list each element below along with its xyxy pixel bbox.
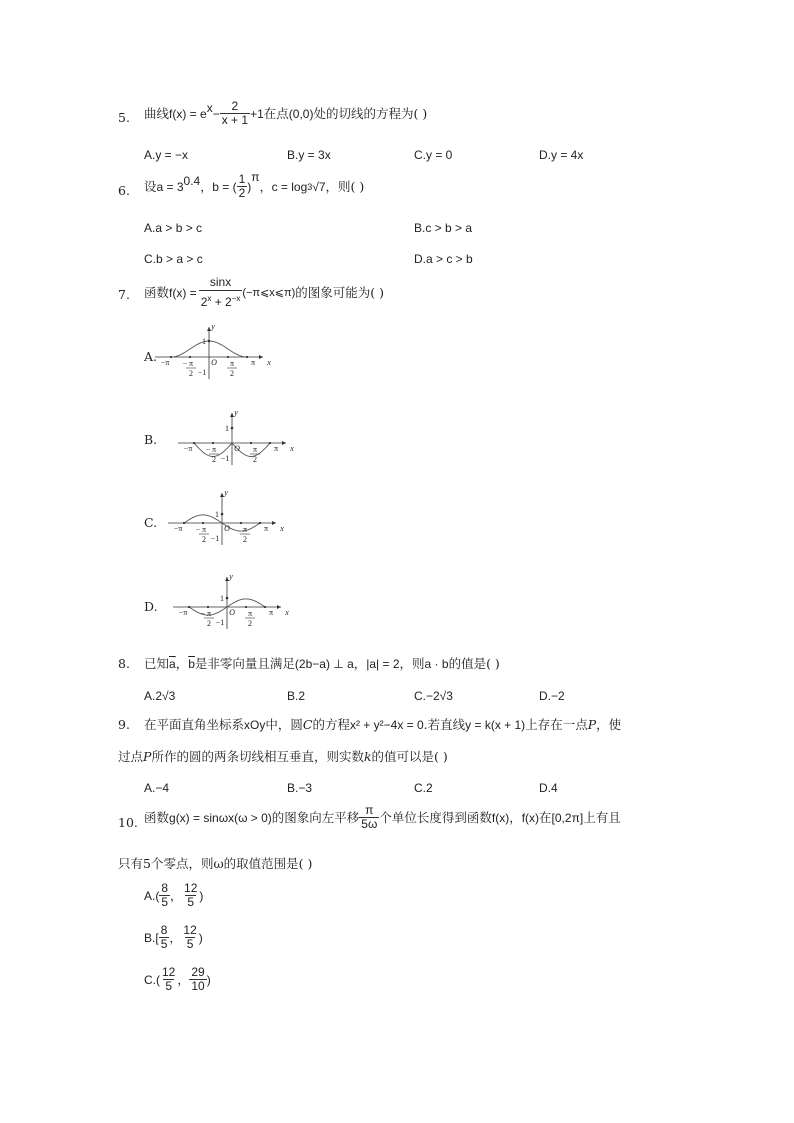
q5-option-a[interactable]: A.y = −x — [144, 148, 189, 162]
label-pi: π — [250, 358, 256, 367]
q8-vec-a: $\overline{a}$ — [169, 657, 176, 671]
q8-text2: ， — [353, 656, 367, 671]
q10-b-frac2 — [181, 924, 198, 951]
q9-number: 9. — [118, 717, 130, 732]
q10-a-label: A. — [144, 888, 156, 903]
label-origin: O — [234, 444, 240, 453]
q10-a-close: ) — [199, 888, 204, 903]
label-neg-half-num: π — [211, 445, 217, 454]
label-neg-one: −1 — [197, 368, 207, 377]
label-neg-half-num: π — [206, 609, 212, 618]
q6-number: 6. — [118, 183, 130, 198]
q7-stem — [144, 275, 384, 310]
q8-pre: 已知 — [144, 656, 170, 671]
q9-option-d[interactable]: D.4 — [539, 781, 558, 795]
label-origin: O — [211, 358, 217, 367]
q5-minus: − — [212, 106, 220, 121]
q10-c-frac1 — [160, 966, 177, 993]
q10-b-close: ) — [198, 930, 203, 945]
tick-dot — [207, 606, 209, 608]
q5-fraction — [220, 100, 250, 127]
label-origin: O — [224, 524, 230, 533]
q5-point: (0,0) — [288, 106, 314, 121]
q6-b-den: 2 — [238, 186, 246, 200]
x-axis-arrow — [277, 605, 281, 609]
q9-P2: P — [143, 749, 152, 764]
label-half-num: π — [242, 525, 248, 534]
q9-option-a[interactable]: A.−4 — [144, 781, 170, 795]
q7-fx: f(x) = — [169, 285, 197, 300]
q6-a-val: a = 3 — [156, 179, 184, 194]
q10-c-label: C. — [144, 972, 156, 987]
label-pi: π — [263, 524, 269, 533]
x-axis-arrow — [272, 521, 276, 525]
q8-option-d[interactable]: D.−2 — [539, 689, 565, 703]
q10-c-d1: 5 — [165, 979, 173, 993]
q6-option-b[interactable]: B.c > b > a — [414, 221, 473, 235]
q7-den-sup2: −x — [231, 294, 241, 303]
q9-C: C — [302, 717, 313, 732]
q8-expr: (2b−a) ⊥ a — [294, 657, 354, 671]
tick-dot — [212, 442, 214, 444]
q10-c-n1: 12 — [162, 965, 176, 979]
q7-den-base1: 2 — [200, 295, 208, 309]
q7-graph-a[interactable] — [150, 320, 310, 380]
q10-fx: f(x) — [491, 810, 510, 825]
q5-stem — [144, 100, 427, 127]
tick-dot — [240, 522, 242, 524]
tick-dot — [259, 522, 261, 524]
q10-b-d1: 5 — [160, 937, 168, 951]
label-half-den: 2 — [248, 619, 252, 628]
q10-number: 10. — [118, 815, 138, 830]
label-origin: O — [229, 608, 235, 617]
label-x: x — [280, 524, 284, 533]
tick-dot — [227, 356, 229, 358]
q10-option-c[interactable] — [144, 966, 211, 993]
q10-interval: [0,2π] — [551, 810, 584, 825]
q5-post1: +1 — [250, 106, 264, 121]
q6-option-c[interactable]: C.b > a > c — [144, 252, 203, 266]
q7-option-a[interactable]: A. — [144, 349, 158, 364]
q10-option-b[interactable] — [144, 924, 203, 951]
label-one: 1 — [220, 594, 224, 603]
label-neg-one: −1 — [210, 534, 220, 543]
q9-line-eq: y = k(x + 1) — [465, 718, 526, 732]
q7-option-d[interactable]: D. — [144, 599, 158, 614]
q6-option-a[interactable]: A.a > b > c — [144, 221, 203, 235]
q9-l2c: 的值可以是( ) — [371, 749, 448, 764]
label-neg-half-den: 2 — [189, 369, 193, 378]
q9-eq: x² + y²−4x = 0 — [349, 718, 424, 732]
label-neg-one: −1 — [215, 618, 225, 627]
tick-dot — [269, 442, 271, 444]
q10-b-n2: 12 — [183, 923, 197, 937]
q7-graph-d[interactable] — [150, 570, 310, 630]
label-neg-half-sign: − — [200, 609, 206, 618]
q7-option-c[interactable]: C. — [144, 515, 158, 530]
q10-mid1: 的图象向左平移 — [271, 809, 360, 825]
label-neg-pi: −π — [183, 444, 193, 453]
q9-l1f: ，使 — [596, 717, 622, 732]
label-x: x — [290, 444, 294, 453]
q7-number: 7. — [118, 287, 130, 302]
q9-l1a: 在平面直角坐标系 — [144, 717, 245, 732]
q9-l2b: 所作的圆的两条切线相互垂直，则实数 — [151, 749, 364, 764]
q10-mid4: 在 — [539, 809, 552, 825]
q9-k: k — [363, 749, 372, 764]
q10-mid5: 上有且 — [583, 809, 621, 825]
label-half-num: π — [247, 609, 253, 618]
label-neg-half-sign: − — [205, 445, 211, 454]
q10-pre: 函数 — [144, 809, 170, 825]
q5-fx: f(x) = e — [169, 106, 207, 121]
label-neg-pi: −π — [178, 608, 188, 617]
q5-option-b[interactable]: B.y = 3x — [287, 148, 331, 162]
q10-a-d1: 5 — [161, 895, 169, 909]
label-neg-half-den: 2 — [207, 619, 211, 628]
q6-b-fraction — [237, 173, 248, 200]
x-axis-arrow — [259, 355, 263, 359]
q8-stem — [144, 656, 500, 672]
label-y: y — [234, 408, 238, 417]
q10-shift-fraction — [359, 804, 379, 831]
q7-graph-c[interactable] — [150, 487, 310, 547]
q7-post: 的图象可能为( ) — [295, 284, 385, 300]
q9-P: P — [587, 717, 597, 732]
q10-line2: 只有5个零点，则ω的取值范围是( ) — [118, 856, 313, 871]
q5-post2: 处的切线的方程为( ) — [313, 105, 428, 121]
q9-l1b: 中，圆 — [265, 717, 303, 732]
q10-c-d2: 10 — [191, 979, 205, 993]
q7-pre: 函数 — [144, 284, 170, 300]
q8-dot: a · b — [424, 657, 449, 671]
q8-option-a[interactable]: A.2√3 — [144, 689, 176, 703]
label-neg-half-sign: − — [182, 359, 188, 368]
q9-l1e: 上存在一点 — [525, 717, 588, 732]
q8-text3: ，则 — [399, 656, 425, 671]
q6-b-exp: π — [251, 169, 260, 184]
label-pi: π — [273, 444, 279, 453]
q10-mid2: 个单位长度得到函数 — [379, 809, 492, 825]
label-one: 1 — [202, 337, 206, 346]
q6-b-pre: ，b = ( — [200, 179, 237, 194]
label-neg-pi: −π — [160, 358, 170, 367]
q10-a-open: ( — [155, 888, 160, 903]
q10-c-open: ( — [156, 972, 160, 987]
label-y: y — [224, 488, 228, 497]
q10-c-frac2 — [189, 966, 206, 993]
q9-line1 — [144, 717, 621, 733]
q10-c-n2: 29 — [191, 965, 205, 979]
label-one: 1 — [215, 510, 219, 519]
tick-dot — [193, 442, 195, 444]
q5-xsup: x — [206, 100, 213, 115]
label-half-num: π — [229, 359, 235, 368]
q8-vec-b: $\overline{b}$ — [188, 657, 195, 671]
q10-c-close: ) — [206, 972, 211, 987]
tick-dot-y1 — [221, 513, 224, 516]
q10-shift-den: 5ω — [361, 817, 378, 831]
label-neg-one: −1 — [220, 454, 230, 463]
label-half-den: 2 — [253, 455, 257, 464]
q10-line1 — [144, 804, 621, 831]
label-half-den: 2 — [243, 535, 247, 544]
q5-pre: 曲线 — [144, 105, 170, 121]
q9-xoy: xOy — [244, 718, 266, 732]
label-x: x — [285, 608, 289, 617]
q8-abs: |a| = 2 — [366, 657, 400, 671]
q7-graph-b[interactable] — [150, 405, 310, 465]
q6-post: ，则( ) — [325, 178, 365, 194]
q10-a-frac2 — [182, 882, 199, 909]
tick-dot — [246, 356, 248, 358]
tick-dot — [183, 522, 185, 524]
tick-dot — [189, 356, 191, 358]
q10-c-sep: ， — [177, 972, 190, 987]
q6-c-base: 3 — [307, 181, 313, 192]
q8-comma1: ， — [175, 656, 189, 671]
q6-a-exp: 0.4 — [183, 173, 201, 188]
tick-dot — [188, 606, 190, 608]
label-neg-pi: −π — [173, 524, 183, 533]
q8-text1: 是非零向量且满足 — [194, 656, 295, 671]
q10-a-frac1 — [159, 882, 170, 909]
q6-c-root: √7 — [312, 179, 326, 194]
q5-frac-den: x + 1 — [221, 113, 249, 127]
label-neg-half-num: π — [188, 359, 194, 368]
q10-b-n1: 8 — [160, 923, 168, 937]
q9-l1c: 的方程 — [312, 717, 350, 732]
q9-line2 — [118, 749, 448, 765]
label-one: 1 — [225, 424, 229, 433]
q10-shift-num: π — [365, 803, 374, 817]
q5-option-d[interactable]: D.y = 4x — [539, 148, 584, 162]
q7-option-b[interactable]: B. — [144, 432, 158, 447]
tick-dot — [202, 522, 204, 524]
q9-l2a: 过点 — [118, 749, 144, 764]
q7-den-sup1: x — [207, 294, 212, 303]
q7-den-mid: + 2 — [211, 295, 232, 309]
label-neg-half-den: 2 — [212, 455, 216, 464]
q10-b-open: [ — [155, 930, 159, 945]
q9-option-b[interactable]: B.−3 — [287, 781, 313, 795]
q7-frac-num: sinx — [209, 275, 232, 289]
q10-b-sep: ， — [169, 930, 182, 945]
q10-a-n2: 12 — [184, 881, 198, 895]
tick-dot — [264, 606, 266, 608]
q5-mid: 在点 — [263, 105, 289, 121]
q9-l1d: .若直线 — [423, 717, 466, 732]
q10-fx2: f(x) — [521, 810, 540, 825]
q5-number: 5. — [118, 110, 130, 125]
q6-a-pre: 设 — [144, 178, 157, 194]
q7-frac-den — [199, 290, 243, 310]
q9-option-c[interactable]: C.2 — [414, 781, 433, 795]
q10-b-d2: 5 — [186, 937, 194, 951]
label-x: x — [267, 358, 271, 367]
q10-b-label: B. — [144, 930, 156, 945]
q6-stem — [144, 169, 365, 200]
q5-frac-num: 2 — [231, 99, 239, 113]
q10-a-n1: 8 — [161, 881, 169, 895]
label-half-num: π — [252, 445, 258, 454]
tick-dot — [245, 606, 247, 608]
q10-a-sep: ， — [170, 888, 183, 903]
q6-c-pre: ，c = log — [259, 179, 308, 194]
q6-b-close: ) — [247, 179, 252, 194]
q8-number: 8. — [118, 656, 130, 671]
tick-dot — [250, 442, 252, 444]
q10-gx: g(x) = sinωx(ω > 0) — [169, 810, 272, 825]
label-neg-half-sign: − — [195, 525, 201, 534]
label-y: y — [229, 572, 233, 581]
q8-option-c[interactable]: C.−2√3 — [414, 689, 453, 703]
q10-mid3: ， — [509, 809, 522, 825]
label-pi: π — [268, 608, 274, 617]
q6-b-num: 1 — [238, 172, 246, 186]
q10-a-d2: 5 — [187, 895, 195, 909]
label-y: y — [211, 322, 215, 331]
tick-dot-y1 — [208, 340, 211, 343]
label-half-den: 2 — [230, 369, 234, 378]
tick-dot-y1 — [231, 427, 234, 430]
x-axis-arrow — [282, 441, 286, 445]
label-neg-half-num: π — [201, 525, 207, 534]
q10-b-frac1 — [159, 924, 170, 951]
label-neg-half-den: 2 — [202, 535, 206, 544]
q7-fraction — [199, 275, 243, 310]
q7-range: (−π⩽x⩽π) — [242, 286, 296, 299]
q8-post: 的值是( ) — [448, 656, 500, 671]
q10-option-a[interactable] — [144, 882, 203, 909]
q6-option-d[interactable]: D.a > c > b — [414, 252, 473, 266]
q5-option-c[interactable]: C.y = 0 — [414, 148, 453, 162]
tick-dot — [170, 356, 172, 358]
tick-dot-y1 — [226, 597, 229, 600]
q8-option-b[interactable]: B.2 — [287, 689, 306, 703]
